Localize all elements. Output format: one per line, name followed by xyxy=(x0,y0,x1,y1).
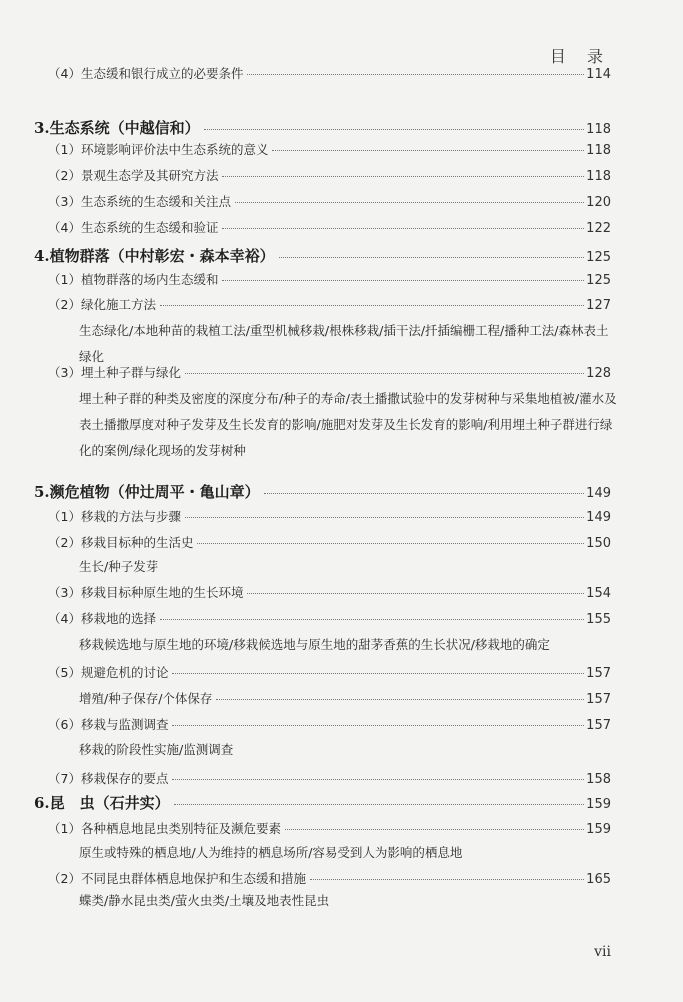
toc-entry-page-number: 125 xyxy=(586,273,611,288)
toc-entry-title: （4）移栽地的选择 xyxy=(48,611,156,626)
toc-section-entry[interactable] xyxy=(0,117,683,138)
toc-subsection-entry[interactable] xyxy=(0,583,683,601)
leader-dots xyxy=(247,74,584,75)
leader-dots xyxy=(285,829,584,830)
leader-dots xyxy=(185,517,584,518)
toc-entry-page-number: 157 xyxy=(586,692,611,707)
toc-entry-page-number: 159 xyxy=(586,797,611,812)
toc-section-entry[interactable] xyxy=(0,792,683,813)
page-header-title: 目 录 xyxy=(549,47,611,66)
toc-entry-page-number: 114 xyxy=(586,67,611,82)
toc-entry-page-number: 149 xyxy=(586,510,611,525)
toc-entry-title: （2）移栽目标种的生活史 xyxy=(48,535,194,550)
toc-entry-title: （4）生态缓和银行成立的必要条件 xyxy=(48,66,244,81)
leader-dots xyxy=(216,699,584,700)
toc-subsection-entry[interactable] xyxy=(0,819,683,837)
toc-subsection-entry[interactable] xyxy=(0,663,683,681)
leader-dots xyxy=(264,493,585,494)
toc-entry-page-number: 149 xyxy=(586,486,611,501)
toc-entry-page-number: 118 xyxy=(586,122,611,137)
toc-subsection-entry[interactable] xyxy=(0,363,683,381)
toc-entry-page-number: 157 xyxy=(586,666,611,681)
leader-dots xyxy=(235,202,584,203)
toc-entry-page-number: 118 xyxy=(586,143,611,158)
toc-entry-page-number: 154 xyxy=(586,586,611,601)
toc-subsection-entry[interactable] xyxy=(0,715,683,733)
toc-entry-title: （2）景观生态学及其研究方法 xyxy=(48,168,219,183)
toc-entry-description: 生态绿化/本地种苗的栽植工法/重型机械移栽/根株移栽/插干法/扦插编栅工程/播种工法/森林表土绿化 xyxy=(79,323,609,364)
toc-subsection-entry[interactable] xyxy=(0,192,683,210)
toc-subsection-entry[interactable] xyxy=(0,507,683,525)
toc-subsection-entry[interactable] xyxy=(0,295,683,313)
toc-entry-title: （1）环境影响评价法中生态系统的意义 xyxy=(48,142,269,157)
leader-dots xyxy=(185,373,584,374)
leader-dots xyxy=(160,619,584,620)
toc-entry-page-number: 127 xyxy=(586,298,611,313)
toc-entry-description: 移栽的阶段性实施/监测调查 xyxy=(79,742,234,757)
toc-section-entry[interactable] xyxy=(0,481,683,502)
toc-subsection-entry[interactable] xyxy=(0,166,683,184)
toc-entry-description: 生长/种子发芽 xyxy=(79,559,159,574)
toc-entry-page-number: 118 xyxy=(586,169,611,184)
toc-entry-page-number: 125 xyxy=(586,250,611,265)
toc-entry-page-number: 122 xyxy=(586,221,611,236)
toc-subsection-entry[interactable] xyxy=(0,769,683,787)
toc-entry-title: （2）绿化施工方法 xyxy=(48,297,156,312)
toc-entry-page-number: 157 xyxy=(586,718,611,733)
toc-entry-page-number: 165 xyxy=(586,872,611,887)
leader-dots xyxy=(222,228,584,229)
toc-entry-title: 4.植物群落（中村彰宏・森本幸裕） xyxy=(34,247,275,265)
leader-dots xyxy=(172,673,584,674)
toc-entry-title: （3）埋土种子群与绿化 xyxy=(48,365,181,380)
toc-entry-title: （7）移栽保存的要点 xyxy=(48,771,169,786)
leader-dots xyxy=(172,725,584,726)
leader-dots xyxy=(204,129,585,130)
toc-entry-title: （4）生态系统的生态缓和验证 xyxy=(48,220,219,235)
toc-entry-title: （2）不同昆虫群体栖息地保护和生态缓和措施 xyxy=(48,871,306,886)
toc-entry-page-number: 120 xyxy=(586,195,611,210)
toc-subsection-entry[interactable] xyxy=(0,609,683,627)
leader-dots xyxy=(247,593,584,594)
leader-dots xyxy=(222,280,584,281)
toc-entry-title: 增殖/种子保存/个体保存 xyxy=(79,691,213,706)
toc-entry-title: （5）规避危机的讨论 xyxy=(48,665,169,680)
toc-entry-description: 移栽候选地与原生地的环境/移栽候选地与原生地的甜茅香蕉的生长状况/移栽地的确定 xyxy=(79,637,550,652)
toc-entry-description: 埋土种子群的种类及密度的深度分布/种子的寿命/表土播撒试验中的发芽树种与采集地植被/灌水及表土播撒厚度对种子发芽及生长发育的影响/施肥对发芽及生长发育的影响/利用埋土种子群进行绿化的案例/绿化现场的发芽树种 xyxy=(79,391,617,458)
toc-entry-page-number: 155 xyxy=(586,612,611,627)
leader-dots xyxy=(197,543,584,544)
toc-entry-title: 6.昆 虫（石井实） xyxy=(34,794,170,812)
toc-entry-description: 原生或特殊的栖息地/人为维持的栖息场所/容易受到人为影响的栖息地 xyxy=(79,845,463,860)
toc-entry-title: （1）各种栖息地昆虫类别特征及濒危要素 xyxy=(48,821,281,836)
leader-dots xyxy=(172,779,584,780)
toc-entry-title: 3.生态系统（中越信和） xyxy=(34,119,200,137)
leader-dots xyxy=(160,305,584,306)
toc-subsection-entry[interactable] xyxy=(0,869,683,887)
page-number: vii xyxy=(594,944,611,960)
toc-entry-title: （3）生态系统的生态缓和关注点 xyxy=(48,194,231,209)
toc-entry-page-number: 159 xyxy=(586,822,611,837)
toc-entry-title: 5.濒危植物（仲辻周平・亀山章） xyxy=(34,483,260,501)
toc-entry-title: （1）移栽的方法与步骤 xyxy=(48,509,181,524)
leader-dots xyxy=(174,804,585,805)
toc-subsection-entry[interactable] xyxy=(0,270,683,288)
toc-subsection-entry[interactable] xyxy=(0,140,683,158)
toc-entry-page-number: 158 xyxy=(586,772,611,787)
toc-subsection-entry[interactable] xyxy=(0,64,683,82)
toc-entry-title: （6）移栽与监测调查 xyxy=(48,717,169,732)
leader-dots xyxy=(279,257,585,258)
toc-entry-page-number: 150 xyxy=(586,536,611,551)
toc-subsection-entry[interactable] xyxy=(0,218,683,236)
toc-subsection-entry[interactable] xyxy=(0,689,683,707)
toc-entry-title: （3）移栽目标种原生地的生长环境 xyxy=(48,585,244,600)
leader-dots xyxy=(272,150,584,151)
toc-subsection-entry[interactable] xyxy=(0,533,683,551)
leader-dots xyxy=(310,879,584,880)
toc-entry-page-number: 128 xyxy=(586,366,611,381)
leader-dots xyxy=(222,176,584,177)
toc-section-entry[interactable] xyxy=(0,245,683,266)
toc-entry-description: 蝶类/静水昆虫类/萤火虫类/土壤及地表性昆虫 xyxy=(79,893,330,908)
toc-entry-title: （1）植物群落的场内生态缓和 xyxy=(48,272,219,287)
